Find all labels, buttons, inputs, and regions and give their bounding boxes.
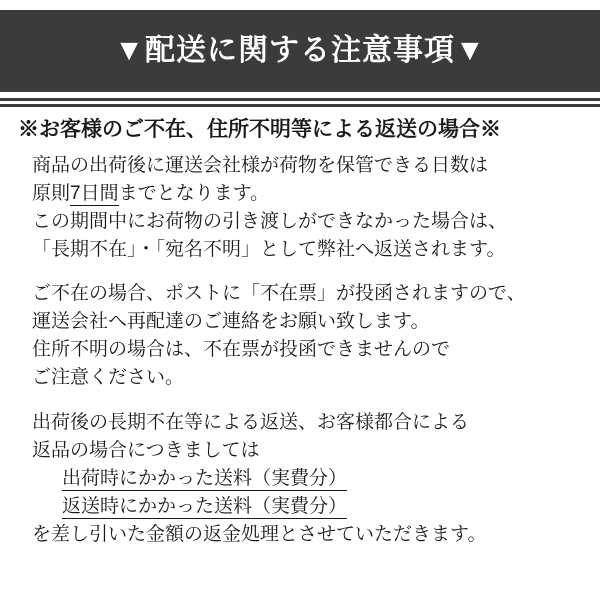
text-line: 住所不明の場合は、不在票が投函できませんので	[32, 339, 451, 361]
text-line: 商品の出荷後に運送会社様が荷物を保管できる日数は	[32, 154, 489, 176]
spacer	[18, 264, 582, 280]
page-title: ▼配送に関する注意事項▼	[114, 34, 486, 67]
underlined-term: 7日間	[70, 182, 119, 204]
text-line: この期間中にお荷物の引き渡しができなかった場合は、	[32, 210, 508, 232]
spacer	[18, 393, 582, 409]
text-line: 運送会社へ再配達のご連絡をお願い致します。	[32, 311, 430, 333]
notice-body	[0, 112, 600, 549]
paragraph-refund-deduction	[18, 409, 582, 550]
text-line: 返品の場合につきましては	[32, 439, 260, 461]
paragraph-absence-slip	[18, 280, 582, 392]
text-prefix: 原則	[32, 182, 71, 204]
text-line: ご注意ください。	[32, 367, 185, 389]
text-line: を差し引いた金額の返金処理とさせていただきます。	[32, 524, 487, 546]
paragraph-absence-storage	[18, 152, 582, 264]
section-heading: ※お客様のご不在、住所不明等による返送の場合※	[18, 118, 501, 141]
text-line-with-underline	[32, 180, 582, 208]
text-line: ご不在の場合、ポストに「不在票」が投函されますので、	[32, 283, 526, 305]
underlined-text: 返送時にかかった送料（実費分）	[62, 495, 348, 517]
underlined-text: 出荷時にかかった送料（実費分）	[62, 467, 348, 489]
divider-line-top	[0, 98, 600, 101]
text-line: 出荷後の長期不在等による返送、お客様都合による	[32, 411, 470, 433]
text-line-shipping-fee-out	[32, 465, 582, 493]
text-suffix: までとなります。	[118, 182, 270, 204]
text-line-shipping-fee-return	[32, 493, 582, 521]
text-line: 「長期不在」・「宛名不明」として弊社へ返送されます。	[32, 239, 506, 261]
header-banner	[0, 10, 600, 92]
divider-line-bottom	[0, 104, 600, 107]
